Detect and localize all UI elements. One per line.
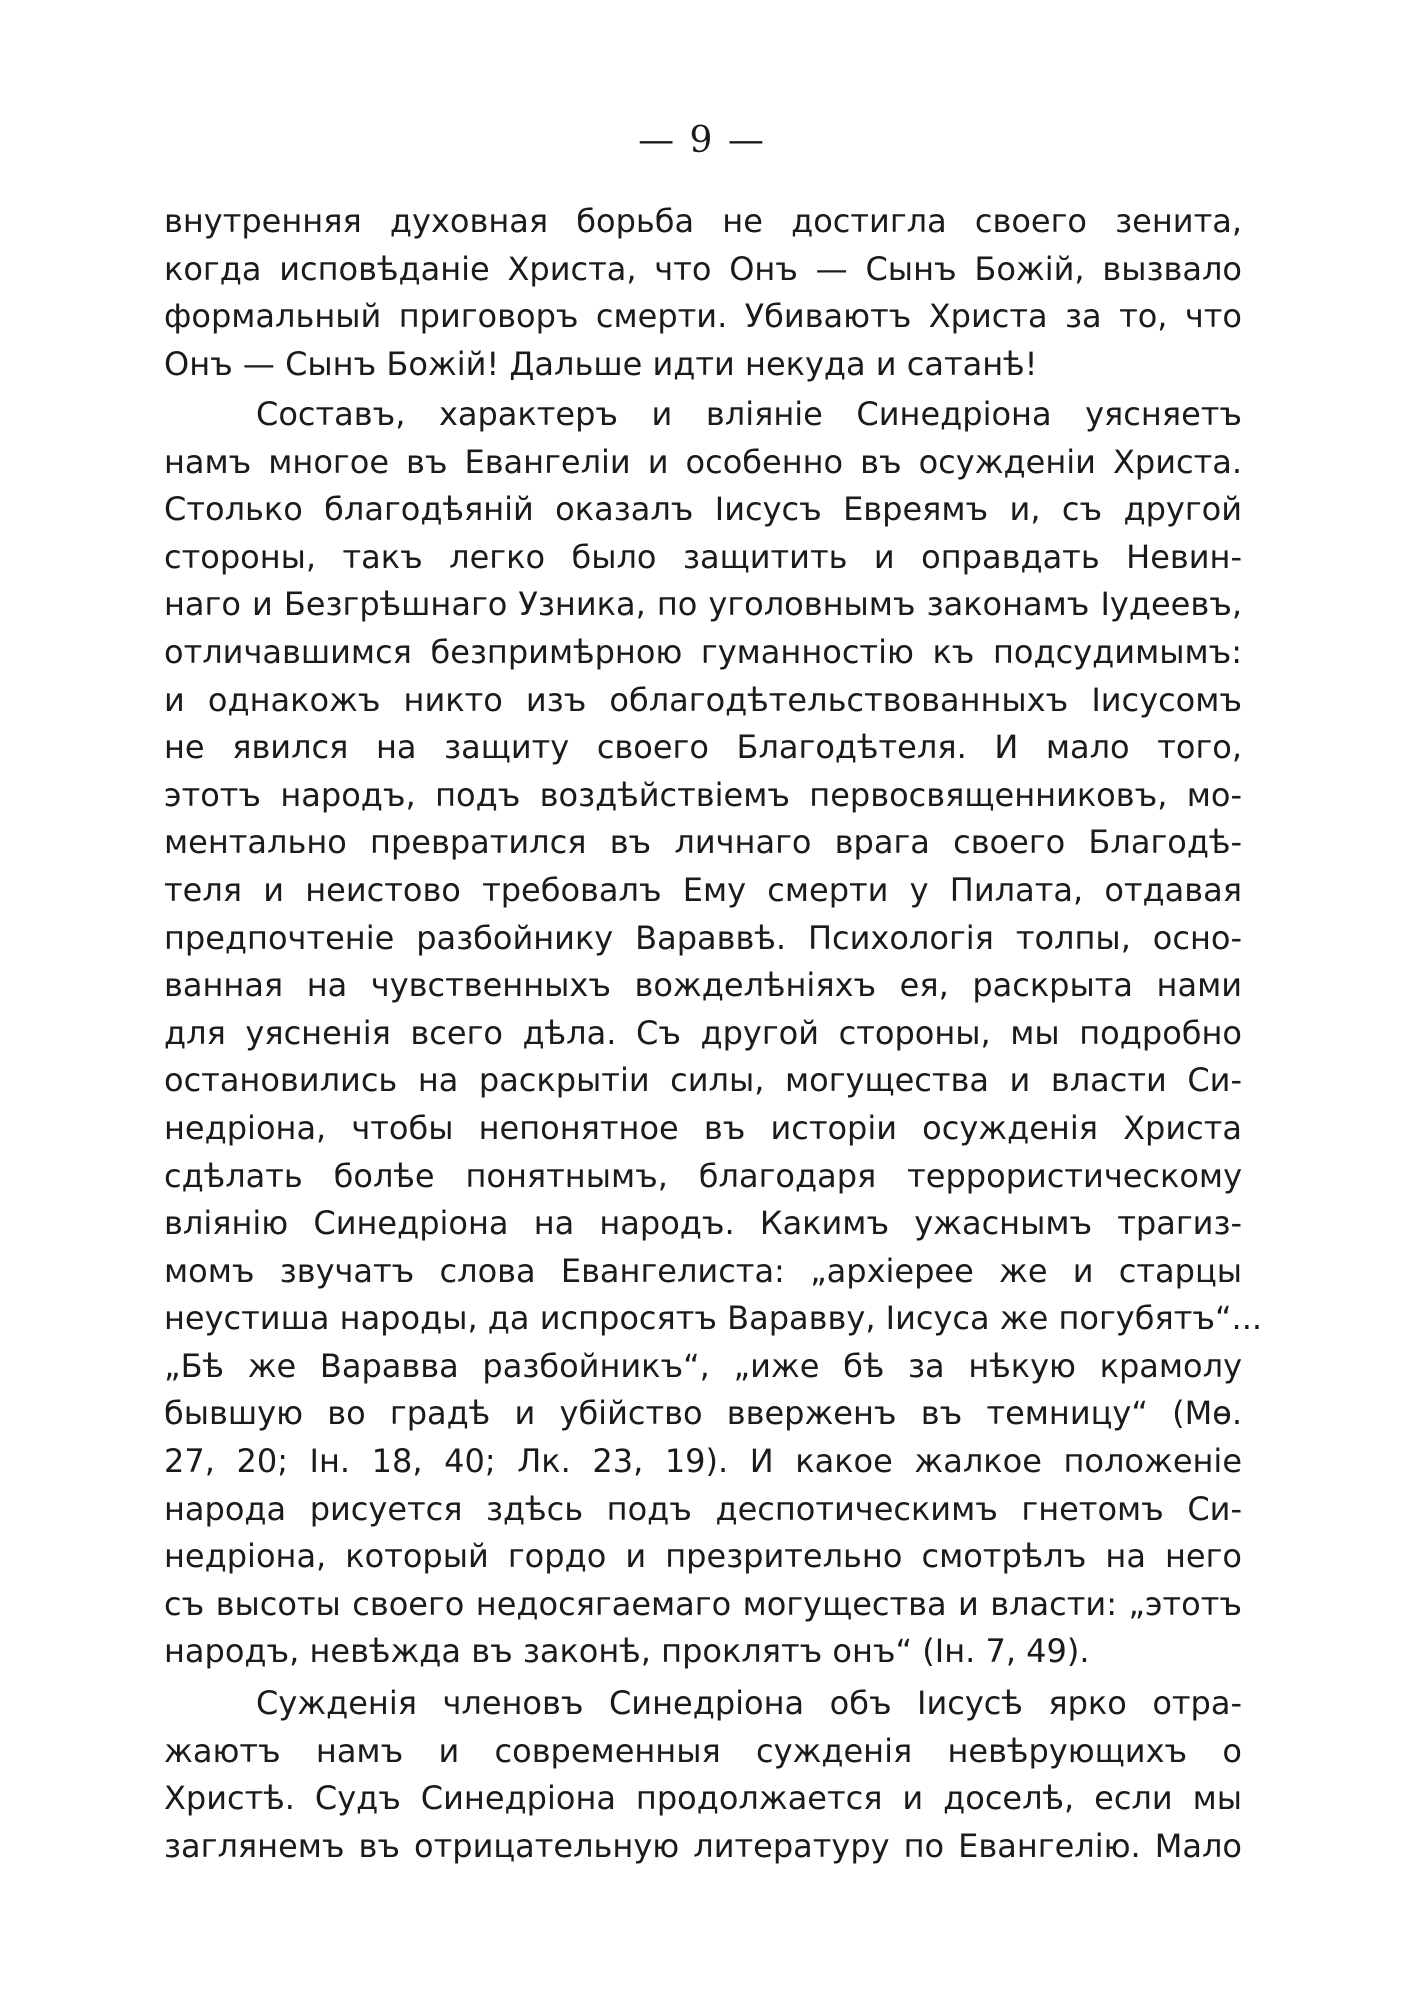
text-line: вліянію Синедріона на народъ. Какимъ ужаснымъ трагиз- bbox=[164, 1204, 1242, 1243]
text-line: „Бѣ же Варавва разбойникъ“, „иже бѣ за нѣкую крамолу bbox=[164, 1346, 1242, 1385]
text-line: народа рисуется здѣсь подъ деспотическимъ гнетомъ Си- bbox=[164, 1489, 1242, 1528]
paragraph-2 bbox=[164, 391, 1263, 1676]
text-line: не явился на защиту своего Благодѣтеля. И мало того, bbox=[164, 728, 1242, 767]
text-line: предпочтеніе разбойнику Вараввѣ. Психологія толпы, осно- bbox=[164, 918, 1242, 957]
text-line: жаютъ намъ и современныя сужденія невѣрующихъ о bbox=[164, 1731, 1242, 1770]
text-line: когда исповѣданіе Христа, что Онъ — Сынъ Божій, вызвало bbox=[164, 249, 1242, 288]
text-line: заглянемъ въ отрицательную литературу по Евангелію. Мало bbox=[164, 1826, 1242, 1865]
text-line: бывшую во градѣ и убійство вверженъ въ темницу“ (Мѳ. bbox=[164, 1394, 1242, 1433]
text-line: момъ звучатъ слова Евангелиста: „архіерее же и старцы bbox=[164, 1251, 1242, 1290]
text-line: и однакожъ никто изъ облагодѣтельствованныхъ Іисусомъ bbox=[164, 680, 1242, 719]
text-line: отличавшимся безпримѣрною гуманностію къ подсудимымъ: bbox=[164, 632, 1242, 671]
text-line: ванная на чувственныхъ вожделѣніяхъ ея, раскрыта нами bbox=[164, 966, 1242, 1005]
text-line: 27, 20; Ін. 18, 40; Лк. 23, 19). И какое жалкое положеніе bbox=[164, 1442, 1242, 1481]
text-line: наго и Безгрѣшнаго Узника, по уголовнымъ законамъ Іудеевъ, bbox=[164, 585, 1242, 624]
text-line: теля и неистово требовалъ Ему смерти у Пилата, отдавая bbox=[164, 870, 1242, 909]
text-line: Христѣ. Судъ Синедріона продолжается и доселѣ, если мы bbox=[164, 1779, 1242, 1818]
text-line: намъ многое въ Евангеліи и особенно въ осужденіи Христа. bbox=[164, 442, 1242, 481]
text-line: этотъ народъ, подъ воздѣйствіемъ первосвященниковъ, мо- bbox=[164, 775, 1242, 814]
text-line: Столько благодѣяній оказалъ Іисусъ Евреямъ и, съ другой bbox=[164, 490, 1242, 529]
text-line: остановились на раскрытіи силы, могущества и власти Си- bbox=[164, 1061, 1242, 1100]
paragraph-1 bbox=[164, 198, 1242, 388]
text-line: Составъ, характеръ и вліяніе Синедріона уясняетъ bbox=[256, 395, 1242, 433]
text-line: стороны, такъ легко было защитить и оправдать Невин- bbox=[164, 537, 1242, 576]
text-line: сдѣлать болѣе понятнымъ, благодаря террористическому bbox=[164, 1156, 1242, 1195]
text-line: недріона, чтобы непонятное въ исторіи осужденія Христа bbox=[164, 1108, 1242, 1147]
text-line: внутренняя духовная борьба не достигла своего зенита, bbox=[164, 202, 1242, 240]
text-line: неустиша народы, да испросятъ Варавву, Іисуса же погубятъ“... bbox=[164, 1299, 1263, 1338]
page-number: — 9 — bbox=[638, 120, 766, 161]
paragraph-3 bbox=[164, 1680, 1242, 1870]
text-line: Онъ — Сынъ Божій! Дальше идти некуда и сатанѣ! bbox=[164, 344, 1038, 383]
text-line: Сужденія членовъ Синедріона объ Іисусѣ ярко отра- bbox=[256, 1684, 1242, 1722]
text-line: для уясненія всего дѣла. Съ другой стороны, мы подробно bbox=[164, 1013, 1242, 1052]
text-line: народъ, невѣжда въ законѣ, проклятъ онъ“ (Ін. 7, 49). bbox=[164, 1632, 1090, 1671]
text-line: недріона, который гордо и презрительно смотрѣлъ на него bbox=[164, 1537, 1242, 1576]
text-line: съ высоты своего недосягаемаго могущества и власти: „этотъ bbox=[164, 1584, 1242, 1623]
text-line: ментально превратился въ личнаго врага своего Благодѣ- bbox=[164, 823, 1242, 862]
text-line: формальный приговоръ смерти. Убиваютъ Христа за то, что bbox=[164, 297, 1242, 336]
